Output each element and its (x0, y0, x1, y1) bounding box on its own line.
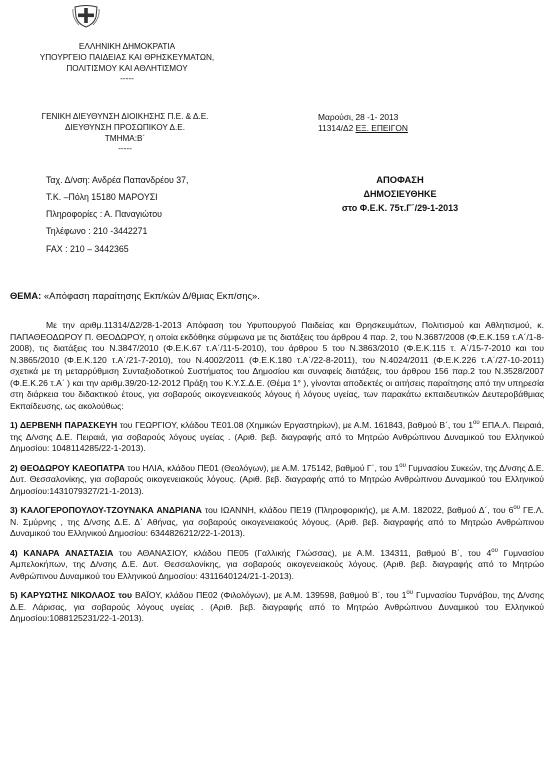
header-line: ΠΟΛΙΤΙΣΜΟΥ ΚΑΙ ΑΘΛΗΤΙΣΜΟΥ (66, 63, 188, 73)
greek-coat-of-arms-icon (72, 4, 100, 28)
published-label: ΔΗΜΟΣΙΕΥΘΗΚΕ (363, 189, 437, 200)
gazette-reference: στο Φ.Ε.Κ. 75τ.Γ΄/29-1-2013 (341, 203, 459, 214)
intro-paragraph: Με την αριθμ.11314/Δ2/28-1-2013 Απόφαση του Υφυπουργού Παιδείας και Θρησκευμάτων, Πολιτισμού και Αθλητισμού, κ. ΠΑΠΑΘΕΟΔΩΡΟΥ Π. ΘΕΟΔΩΡΟΥ, η οποία εκδόθηκε σύμφωνα με τις διατάξεις του άρθρου 4 παρ. 2, του Ν.3687/2008 (Φ.Ε.Κ.159 τ.Α΄/1-8-2008), τις διατάξεις του Ν.3847/2010 (Φ.Ε.Κ.67 τ.Α΄/11-5-2010), του άρθρου 5 του Ν.3863/2010 (Φ.Ε.Κ.115 τ. Α΄/15-7-2010 και του Ν.3865/2010 (Φ.Ε.Κ.120 τ.Α΄/21-7-2010), του Ν.4002/2011 (Φ.Ε.Κ.180 τ.Α΄/22-8-2011), του Ν.4024/2011 (Φ.Ε.Κ.226 τ.Α΄/27-10-2011) σχετικά με τη μεταρρύθμιση Συνταξιοδοτικού Συστήματος του Δημοσίου και συναφείς διατάξεις, του άρθρου 156 παρ.2 του Ν.3528/2007 (Φ.Ε.Κ.26 τ.Α΄ ) και την αριθμ.39/20-12-2012 Πράξη του Κ.Υ.Σ.Δ.Ε. (Θέμα 1° ), γίνονται αποδεκτές οι αιτήσεις παραίτησης από την υπηρεσία στη διάρκεια του διδακτικού έτους, για σοβαρούς οικογενειακούς λόγους ή λόγους υγείας, των παρακάτω εκπαιδευτικών Δευτεροβάθμιας Εκπαίδευσης, ως ακολούθως: (10, 320, 544, 411)
contact-block (46, 172, 188, 258)
teacher-entry (10, 548, 544, 583)
subject-text: «Απόφαση παραίτησης Εκπ/κών Δ/θμιας Εκπ/σης». (41, 290, 260, 301)
teacher-entry (10, 420, 544, 455)
entry-text: ΓΕ.Λ. Ν. Σμύρνης , της Δ/νσης Δ.Ε. Δ΄ Αθήνας, για σοβαρούς οικογενειακούς λόγους. (Αριθ. βεβ. διαγραφής από το Μητρώο Ανθρώπινου Δυναμικού του Ελληνικού Δημοσίου: 6344826212/22-1-2013). (10, 505, 544, 539)
protocol-number (318, 123, 408, 134)
header-line: ΕΛΛΗΝΙΚΗ ΔΗΜΟΚΡΑΤΙΑ (78, 42, 176, 51)
dept-line: ΤΜΗΜΑ:Β΄ (104, 133, 146, 143)
contact-fax: FAX : 210 – 3442365 (46, 243, 129, 254)
entry-text: του ΓΕΩΡΓΙΟΥ, κλάδου ΤΕ01.08 (Χημικών Εργαστηρίων), με Α.Μ. 161843, βαθμού Β΄, του 1 (117, 420, 473, 431)
teacher-entry (10, 463, 544, 498)
entry-text: Γυμνασίου Συκεών, της Δ/νσης Δ.Ε. Δυτ. Θεσσαλονίκης, για σοβαρούς οικογενειακούς λόγους. (Αριθ. βεβ. διαγραφής από το Μητρώο Ανθρώπινου Δυναμικού του Ελληνικού Δημοσίου:1431079327/21-1-2013). (10, 462, 544, 496)
dept-line: ΔΙΕΥΘΥΝΣΗ ΠΡΟΣΩΠΙΚΟΥ Δ.Ε. (65, 122, 185, 132)
contact-postcode: Τ.Κ. –Πόλη 15180 ΜΑΡΟΥΣΙ (46, 192, 158, 203)
teacher-entry (10, 590, 544, 625)
date-reference (318, 112, 408, 134)
contact-address: Ταχ. Δ/νση: Ανδρέα Παπανδρέου 37, (46, 175, 189, 185)
entry-ordinal: ου (406, 590, 414, 597)
decision-block (320, 172, 480, 216)
entry-text: του ΗΛΙΑ, κλάδου ΠΕ01 (Θεολόγων), με Α.Μ. 175142, βαθμού Γ΄, του 1 (124, 462, 400, 473)
entry-text: του ΙΩΑΝΝΗ, κλάδου ΠΕ19 (Πληροφορικής), με Α.Μ. 182022, βαθμού Δ΄, του 6 (201, 505, 514, 516)
contact-info: Πληροφορίες : Α. Παναγιώτου (46, 209, 162, 220)
dept-line: ----- (118, 144, 132, 154)
teacher-name: 4) ΚΑΝΑΡΑ ΑΝΑΣΤΑΣΙΑ (10, 547, 114, 558)
entry-text: ΕΠΑ.Λ. Πειραιά, της Δ/νσης Δ.Ε. Πειραιά, για σοβαρούς λόγους υγείας . (Αριθ. βεβ. διαγραφής από το Μητρώο Ανθρώπινου Δυναμικού του Ελληνικού Δημοσίου: 1048114285/22-1-2013). (10, 420, 544, 454)
decision-title: ΑΠΟΦΑΣΗ (376, 174, 424, 185)
entry-text: του ΑΘΑΝΑΣΙΟΥ, κλάδου ΠΕ05 (Γαλλικής Γλώσσας), με Α.Μ. 134311, βαθμού Β΄, του 4 (113, 547, 492, 558)
entry-ordinal: ου (399, 462, 406, 469)
teacher-name: 1) ΔΕΡΒΕΝΗ ΠΑΡΑΣΚΕΥΗ (10, 420, 118, 431)
entry-text: Γυμνασίου Τυρνάβου, της Δ/νσης Δ.Ε. Λάρισας, για σοβαρούς λόγους υγείας . (Αριθ. βεβ. διαγραφής από το Μητρώο Ανθρώπινου Δυναμικού του Ελληνικού Δημοσίου:1088125231/22-1-2013). (10, 590, 544, 624)
entry-text: ΒΑΪΟΥ, κλάδου ΠΕ02 (Φιλολόγων), με Α.Μ. 139598, βαθμού Β΄, του 1 (132, 590, 407, 601)
teacher-name: 5) ΚΑΡΥΩΤΗΣ ΝΙΚΟΛΑΟΣ του (10, 590, 133, 601)
entry-ordinal: ου (491, 547, 498, 554)
dept-line: ΓΕΝΙΚΗ ΔΙΕΥΘΥΝΣΗ ΔΙΟΙΚΗΣΗΣ Π.Ε. & Δ.Ε. (41, 112, 209, 121)
header-line: ----- (120, 74, 134, 84)
department-header (0, 112, 250, 155)
entry-ordinal: ου (472, 420, 480, 427)
ref-prefix: 11314/Δ2 (318, 123, 356, 134)
entry-text: Γυμνασίου Αμπελοκήπων, της Δ/νσης Δ.Ε. Δυτ. Θεσσαλονίκης, για σοβαρούς οικογενειακούς λόγους. (Αριθ. βεβ. διαγραφής από το Μητρώο Ανθρώπινου Δυναμικού του Ελληνικού Δημοσίου: 4311640124/21-1-2013). (10, 547, 544, 581)
document-body (10, 320, 544, 633)
teacher-entry (10, 505, 544, 540)
subject-label: ΘΕΜΑ: (10, 290, 42, 301)
subject-line (10, 290, 260, 303)
teacher-name: 2) ΘΕΟΔΩΡΟΥ ΚΛΕΟΠΑΤΡΑ (10, 462, 125, 473)
header-line: ΥΠΟΥΡΓΕΙΟ ΠΑΙΔΕΙΑΣ ΚΑΙ ΘΡΗΣΚΕΥΜΑΤΩΝ, (39, 52, 215, 62)
urgent-mark: ΕΞ. ΕΠΕΙΓΟΝ (355, 123, 408, 134)
entry-ordinal: ου (513, 505, 520, 512)
ministry-header (12, 42, 242, 85)
place-date: Μαρούσι, 28 -1- 2013 (318, 112, 399, 122)
teacher-name: 3) ΚΑΛΟΓΕΡΟΠΟΥΛΟΥ-ΤΖΟΥΝΑΚΑ ΑΝΔΡΙΑΝΑ (10, 505, 202, 516)
contact-phone: Τηλέφωνο : 210 -3442271 (46, 226, 148, 237)
